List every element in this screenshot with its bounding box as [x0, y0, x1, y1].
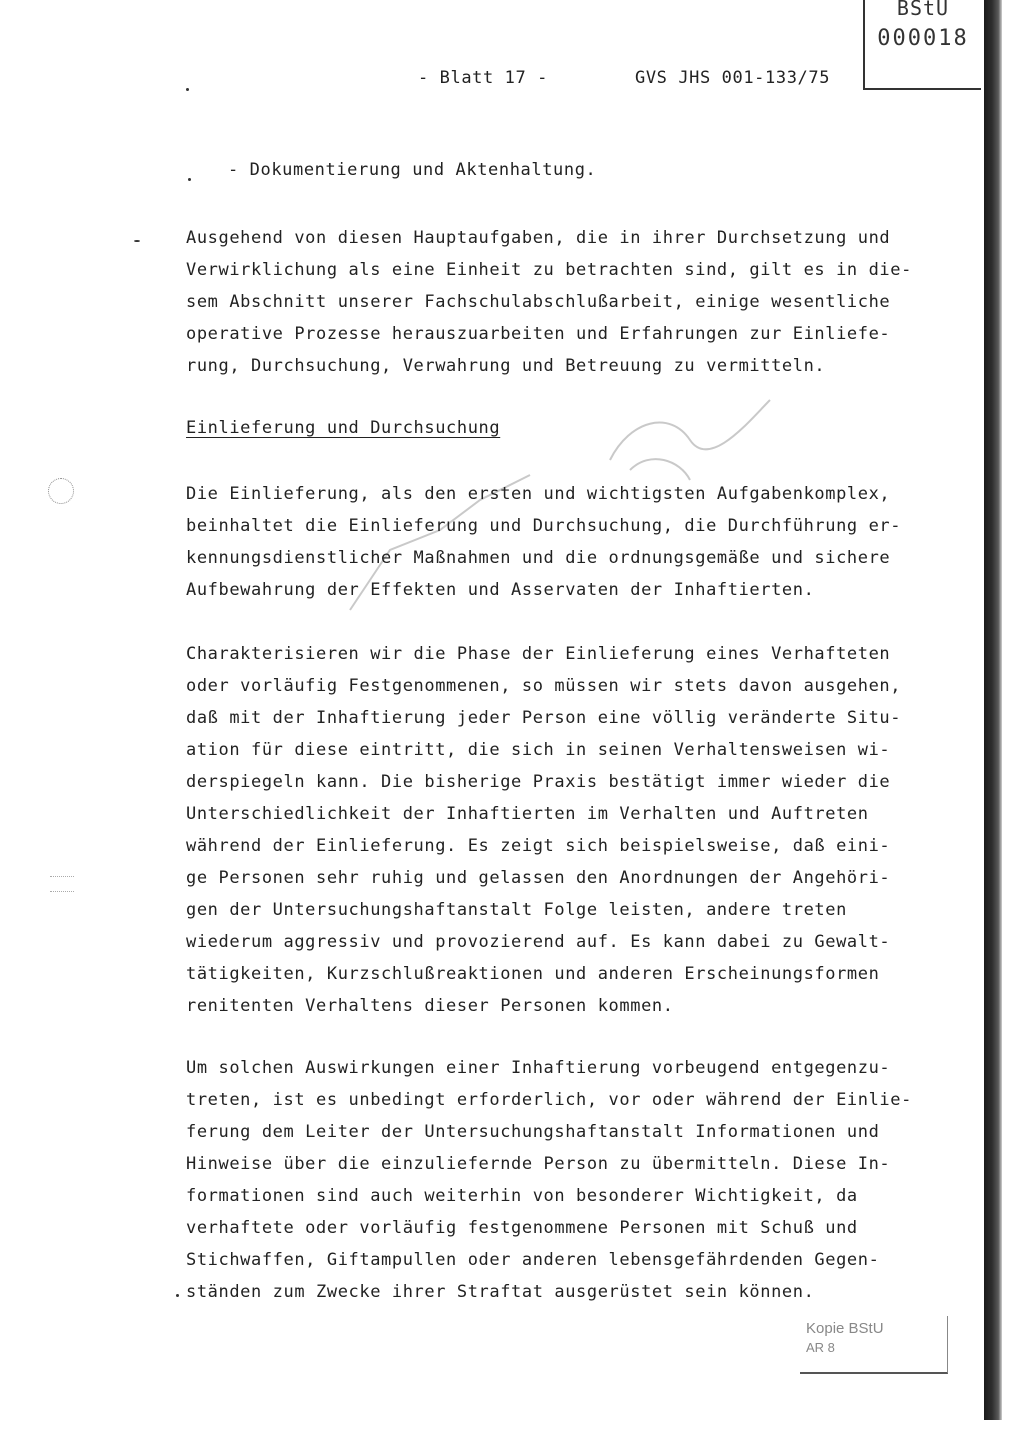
paragraph-line: Aufbewahrung der Effekten und Asservaten der Inhaftierten.	[186, 580, 815, 600]
paragraph-line: gen der Untersuchungshaftanstalt Folge leisten, andere treten	[186, 900, 847, 920]
paragraph-line: formationen sind auch weiterhin von besonderer Wichtigkeit, da	[186, 1186, 858, 1206]
paragraph-line: daß mit der Inhaftierung jeder Person eine völlig veränderte Situ-	[186, 708, 902, 728]
scan-speck	[186, 88, 189, 91]
copy-stamp-label: Kopie BStU	[806, 1320, 884, 1337]
paragraph-line: Charakterisieren wir die Phase der Einlieferung eines Verhafteten	[186, 644, 891, 664]
copy-stamp	[800, 1316, 948, 1374]
punch-hole-mark-lower	[50, 876, 74, 892]
paragraph-line: während der Einlieferung. Es zeigt sich beispielsweise, daß eini-	[186, 836, 891, 856]
paragraph-line: operative Prozesse herauszuarbeiten und Erfahrungen zur Einliefe-	[186, 324, 891, 344]
paragraph-line: rung, Durchsuchung, Verwahrung und Betreuung zu vermitteln.	[186, 356, 826, 376]
scan-edge-shadow	[984, 0, 1002, 1420]
paragraph-line: Um solchen Auswirkungen einer Inhaftierung vorbeugend entgegenzu-	[186, 1058, 891, 1078]
paragraph-line: derspiegeln kann. Die bisherige Praxis bestätigt immer wieder die	[186, 772, 891, 792]
paragraph-line: ständen zum Zwecke ihrer Straftat ausgerüstet sein können.	[186, 1282, 815, 1302]
archive-stamp-agency: BStU	[896, 0, 950, 20]
paragraph-line: ferung dem Leiter der Untersuchungshaftanstalt Informationen und	[186, 1122, 880, 1142]
bullet-item: - Dokumentierung und Aktenhaltung.	[228, 160, 597, 180]
paragraph-line: sem Abschnitt unserer Fachschulabschlußarbeit, einige wesentliche	[186, 292, 891, 312]
paragraph-line: Ausgehend von diesen Hauptaufgaben, die in ihrer Durchsetzung und	[186, 228, 891, 248]
sheet-number: - Blatt 17 -	[418, 68, 549, 88]
scan-speck	[176, 1294, 179, 1297]
paragraph-line: renitenten Verhaltens dieser Personen kommen.	[186, 996, 674, 1016]
paragraph-3	[186, 1052, 912, 1308]
scan-speck	[188, 178, 191, 181]
paragraph-line: Unterschiedlichkeit der Inhaftierten im Verhalten und Auftreten	[186, 804, 869, 824]
paragraph-line: Stichwaffen, Giftampullen oder anderen lebensgefährdenden Gegen-	[186, 1250, 880, 1270]
archive-stamp	[863, 0, 981, 90]
paragraph-line: ation für diese eintritt, die sich in seinen Verhaltensweisen wi-	[186, 740, 891, 760]
paragraph-1	[186, 478, 901, 606]
paragraph-line: verhaftete oder vorläufig festgenommene Personen mit Schuß und	[186, 1218, 858, 1238]
paragraph-line: oder vorläufig Festgenommenen, so müssen wir stets davon ausgehen,	[186, 676, 902, 696]
section-heading: Einlieferung und Durchsuchung	[186, 418, 501, 438]
paragraph-line: treten, ist es unbedingt erforderlich, vor oder während der Einlie-	[186, 1090, 912, 1110]
document-reference: GVS JHS 001-133/75	[635, 68, 831, 88]
archive-stamp-number: 000018	[877, 26, 969, 51]
scan-speck	[134, 240, 140, 242]
paragraph-line: tätigkeiten, Kurzschlußreaktionen und anderen Erscheinungsformen	[186, 964, 880, 984]
paragraph-line: wiederum aggressiv und provozierend auf. Es kann dabei zu Gewalt-	[186, 932, 891, 952]
punch-hole-mark	[48, 478, 74, 504]
paragraph-line: Die Einlieferung, als den ersten und wichtigsten Aufgabenkomplex,	[186, 484, 891, 504]
paragraph-line: Verwirklichung als eine Einheit zu betrachten sind, gilt es in die-	[186, 260, 912, 280]
intro-paragraph	[186, 222, 912, 382]
paragraph-line: beinhaltet die Einlieferung und Durchsuchung, die Durchführung er-	[186, 516, 902, 536]
paragraph-line: Hinweise über die einzuliefernde Person zu übermitteln. Diese In-	[186, 1154, 891, 1174]
paragraph-2	[186, 638, 901, 1022]
paragraph-line: kennungsdienstlicher Maßnahmen und die ordnungsgemäße und sichere	[186, 548, 891, 568]
paragraph-line: ge Personen sehr ruhig und gelassen den Anordnungen der Angehöri-	[186, 868, 891, 888]
copy-stamp-code: AR 8	[806, 1340, 835, 1355]
